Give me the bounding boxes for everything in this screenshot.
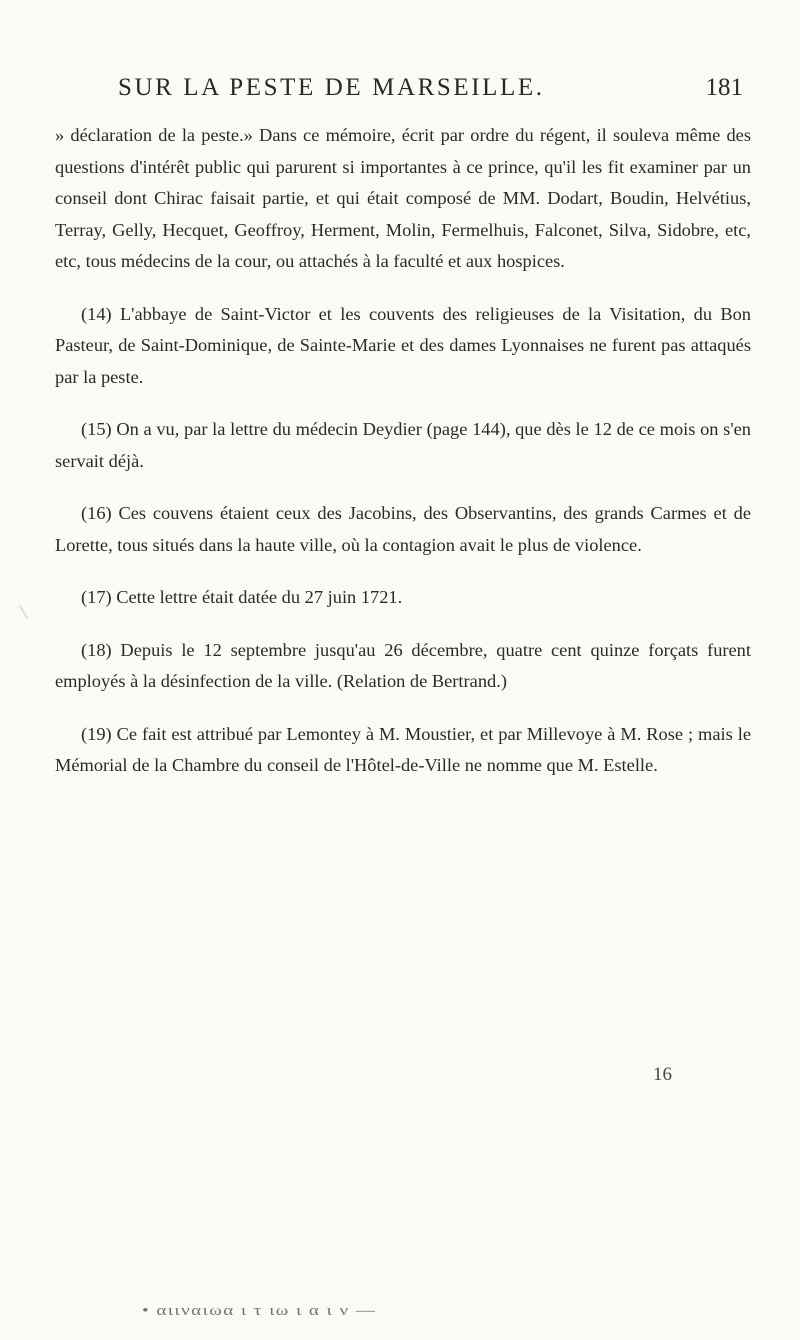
footer-scrap: • αιιναιωα ι τ ιω ι α ι ν — (142, 1302, 377, 1319)
note-18: (18) Depuis le 12 septembre jusqu'au 26 décembre, quatre cent quinze forçats furent employés à la désinfection de la ville. (Relation de Bertrand.) (55, 639, 751, 691)
running-head (118, 74, 743, 114)
running-title: SUR LA PESTE DE MARSEILLE. (118, 74, 545, 101)
margin-mark (19, 597, 42, 619)
note-15: (15) On a vu, par la lettre du médecin Deydier (page 144), que dès le 12 de ce mois on s'en servait déjà. (55, 419, 751, 471)
note-14: (14) L'abbaye de Saint-Victor et les couvents des religieuses de la Visitation, du Bon Pasteur, de Saint-Dominique, de Sainte-Marie et des dames Lyonnaises ne furent pas attaqués par la peste. (55, 303, 751, 387)
note-16: (16) Ces couvens étaient ceux des Jacobins, des Observantins, des grands Carmes et de Lorette, tous situés dans la haute ville, où la contagion avait le plus de violence. (55, 503, 751, 555)
note-19: (19) Ce fait est attribué par Lemontey à M. Moustier, et par Millevoye à M. Rose ; mais le Mémorial de la Chambre du conseil de l'Hôtel-de-Ville ne nomme que M. Estelle. (55, 723, 751, 775)
body-text (55, 120, 751, 782)
note-17: (17) Cette lettre était datée du 27 juin 1721. (81, 587, 403, 607)
paragraph-continuation: » déclaration de la peste.» Dans ce mémoire, écrit par ordre du régent, il souleva même des questions d'intérêt public qui parurent si importantes à ce prince, qu'il les fit examiner par un conseil dont Chirac faisait partie, et qui était composé de MM. Dodart, Boudin, Helvétius, Terray, Gelly, Hecquet, Geoffroy, Herment, Molin, Fermelhuis, Falconet, Silva, Sidobre, etc, etc, tous médecins de la cour, ou attachés à la faculté et aux hospices. (55, 125, 751, 271)
page-number: 181 (705, 74, 743, 101)
signature-mark: 16 (653, 1064, 672, 1085)
